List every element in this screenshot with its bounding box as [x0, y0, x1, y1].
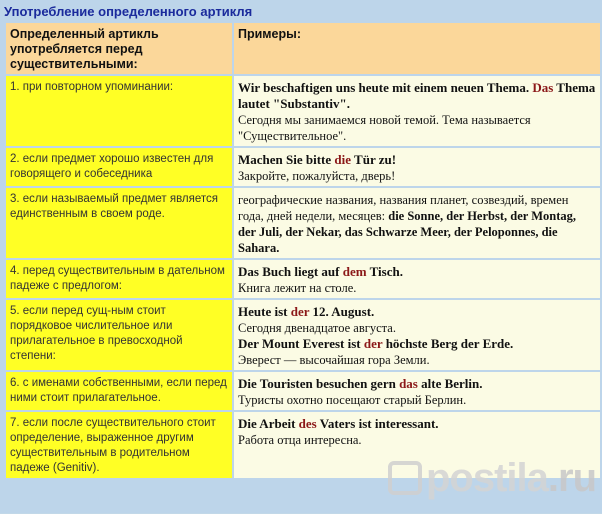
example-fragment: Das Buch liegt auf — [238, 264, 343, 279]
table-row — [6, 372, 600, 410]
table-row — [6, 300, 600, 370]
example-cell — [234, 372, 600, 410]
article-highlight: der — [290, 304, 310, 319]
german-example — [238, 416, 596, 432]
russian-translation: Закройте, пожалуйста, дверь! — [238, 169, 396, 183]
table-row — [6, 148, 600, 186]
example-fragment: Tisch. — [366, 264, 403, 279]
article-highlight: des — [298, 416, 317, 431]
rule-cell: 1. при повторном упоминании: — [6, 76, 232, 146]
page-title: Употребление определенного артикля — [4, 4, 253, 19]
russian-translation: Сегодня мы занимаемся новой темой. Тема называется "Существительное". — [238, 113, 531, 143]
example-cell — [234, 412, 600, 478]
header-rule: Определенный артикль употребляется перед существительными: — [6, 23, 232, 74]
rule-cell: 2. если предмет хорошо известен для говорящего и собеседника — [6, 148, 232, 186]
example-cell — [234, 260, 600, 298]
article-highlight: das — [399, 376, 418, 391]
example-fragment: Wir beschaftigen uns heute mit einem neuen Thema. — [238, 80, 533, 95]
table-header-row — [6, 23, 600, 74]
rule-cell: 4. перед существительным в дательном падеже с предлогом: — [6, 260, 232, 298]
example-fragment: Thema lautet "Substantiv". — [238, 80, 596, 111]
example-text — [238, 192, 596, 256]
example-fragment: географические названия, названия планет, созвездий, времен года, дней недели, месяцев: — [238, 193, 569, 223]
table-row — [6, 76, 600, 146]
example-fragment: Die Arbeit — [238, 416, 299, 431]
russian-translation: Книга лежит на столе. — [238, 281, 357, 295]
example-fragment: Die Touristen besuchen gern — [238, 376, 400, 391]
german-example — [238, 80, 596, 112]
german-example — [238, 304, 596, 320]
russian-translation: Туристы охотно посещают старый Берлин. — [238, 393, 467, 407]
example-cell — [234, 188, 600, 258]
russian-translation: Эверест — высочайшая гора Земли. — [238, 353, 430, 367]
article-highlight: der — [363, 336, 383, 351]
example-cell — [234, 300, 600, 370]
article-highlight: die — [334, 152, 352, 167]
russian-translation: Сегодня двенадцатое августа. — [238, 321, 396, 335]
rule-cell: 6. с именами собственными, если перед ними стоит прилагательное. — [6, 372, 232, 410]
article-usage-table — [4, 21, 602, 480]
example-fragment: Tür zu! — [351, 152, 397, 167]
german-example — [238, 376, 596, 392]
example-fragment: höchste Berg der Erde. — [382, 336, 514, 351]
example-fragment: Der Mount Everest ist — [238, 336, 364, 351]
russian-translation: Работа отца интересна. — [238, 433, 362, 447]
german-example — [238, 336, 596, 352]
example-fragment: die Sonne, der Herbst, der Montag, der Juli, der Nekar, das Schwarze Meer, der Peloponnes, die Sahara. — [238, 209, 576, 255]
table-row — [6, 412, 600, 478]
german-example — [238, 152, 596, 168]
example-fragment: Vaters ist interessant. — [316, 416, 439, 431]
watermark-text-a: postila — [426, 455, 548, 500]
example-fragment: Machen Sie bitte — [238, 152, 335, 167]
header-examples: Примеры: — [234, 23, 600, 74]
german-example — [238, 264, 596, 280]
example-cell — [234, 148, 600, 186]
article-highlight: dem — [342, 264, 367, 279]
article-highlight: Das — [532, 80, 554, 95]
example-fragment: 12. August. — [309, 304, 375, 319]
watermark-text-b: .ru — [547, 455, 597, 500]
rule-cell: 7. если после существительного стоит определение, выраженное другим существительным в родительном падеже (Genitiv). — [6, 412, 232, 478]
example-cell — [234, 76, 600, 146]
example-fragment: alte Berlin. — [417, 376, 483, 391]
table-row — [6, 260, 600, 298]
rule-cell: 5. если перед сущ-ным стоит порядковое числительное или прилагательное в превосходной степени: — [6, 300, 232, 370]
table-row — [6, 188, 600, 258]
rule-cell: 3. если называемый предмет является единственным в своем роде. — [6, 188, 232, 258]
example-fragment: Heute ist — [238, 304, 291, 319]
